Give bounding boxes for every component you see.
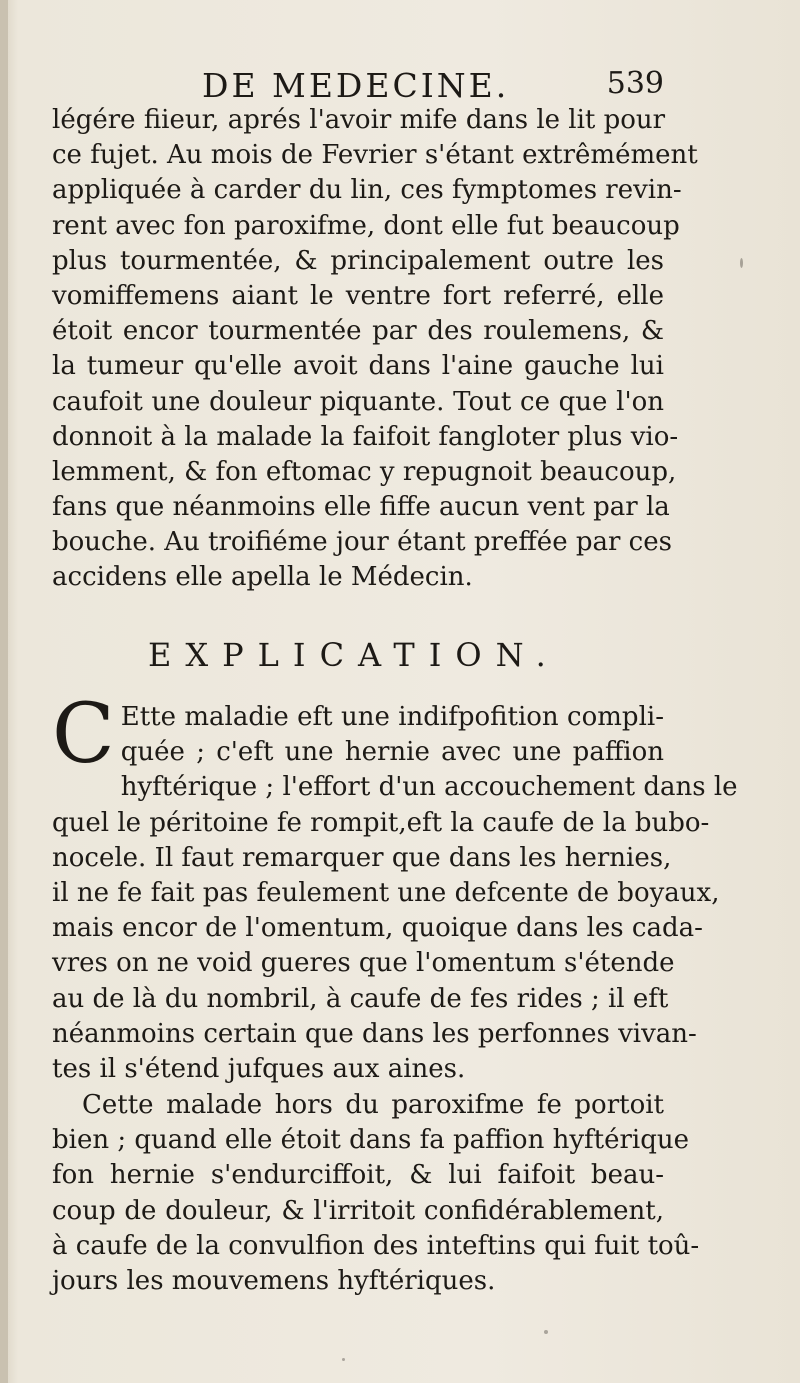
text-line: tes il s'étend jufques aux aines. (52, 1053, 466, 1084)
text-line: accidens elle apella le Médecin. (52, 562, 473, 593)
text-line: bouche. Au troifiéme jour étant preffée par ces (52, 527, 672, 558)
text-line: néanmoins certain que dans les perfonnes vivan- (52, 1018, 697, 1049)
section-heading: EXPLICATION. (148, 636, 560, 674)
text-line: lemment, & fon eftomac y repugnoit beaucoup, (52, 456, 677, 487)
running-title: DE MEDECINE. (202, 66, 510, 105)
text-line: quée ; c'eft une hernie avec une paffion (120, 737, 664, 768)
page-gutter (0, 0, 8, 1383)
paper-speck (544, 1330, 548, 1334)
text-line: jours les mouvemens hyftériques. (52, 1265, 496, 1296)
paper-speck (740, 258, 743, 268)
drop-cap: C (52, 687, 115, 782)
text-line: coup de douleur, & l'irritoit confidérablement, (52, 1195, 664, 1226)
text-line: la tumeur qu'elle avoit dans l'aine gauche lui (52, 351, 664, 382)
text-line: étoit encor tourmentée par des roulemens, & (52, 316, 664, 347)
text-line: légére fiieur, aprés l'avoir mife dans le lit pour (52, 105, 666, 135)
paragraph-2 (52, 687, 738, 1087)
paper-speck (342, 1358, 345, 1361)
text-line: rent avec fon paroxifme, dont elle fut beaucoup (52, 210, 680, 241)
text-line: caufoit une douleur piquante. Tout ce que l'on (52, 386, 664, 417)
page-number: 539 (606, 66, 664, 101)
text-line: fans que néanmoins elle fiffe aucun vent par la (52, 492, 670, 523)
text-line: à caufe de la convulfion des inteftins qui fuit toû- (52, 1230, 700, 1261)
text-line: appliquée à carder du lin, ces fymptomes revin- (52, 175, 682, 206)
text-line: fon hernie s'endurciffoit, & lui faifoit beau- (52, 1160, 664, 1191)
text-line: il ne fe fait pas feulement une defcente de boyaux, (52, 877, 720, 908)
text-line: plus tourmentée, & principalement outre les (52, 245, 664, 276)
text-line: mais encor de l'omentum, quoique dans les cada- (52, 913, 703, 944)
paragraph-3 (52, 1088, 700, 1299)
paragraph-1 (52, 103, 698, 596)
text-line: quel le péritoine fe rompit,eft la caufe de la bubo- (52, 807, 710, 838)
text-line: ce fujet. Au mois de Fevrier s'étant extrêmément (52, 140, 698, 171)
text-line: bien ; quand elle étoit dans fa paffion hyftérique (52, 1125, 689, 1156)
text-line: donnoit à la malade la faifoit fangloter plus vio- (52, 421, 679, 452)
text-line: nocele. Il faut remarquer que dans les hernies, (52, 842, 672, 873)
text-line: vres on ne void gueres que l'omentum s'étende (52, 948, 675, 979)
text-line: Ette maladie eft une indifpofition compli- (120, 702, 664, 732)
text-line: vomiffemens aiant le ventre fort referré, elle (52, 280, 664, 311)
text-line: au de là du nombril, à caufe de fes rides ; il eft (52, 983, 669, 1014)
text-line: Cette malade hors du paroxifme fe portoit (82, 1090, 664, 1120)
text-line: hyftérique ; l'effort d'un accouchement dans le (120, 772, 738, 803)
